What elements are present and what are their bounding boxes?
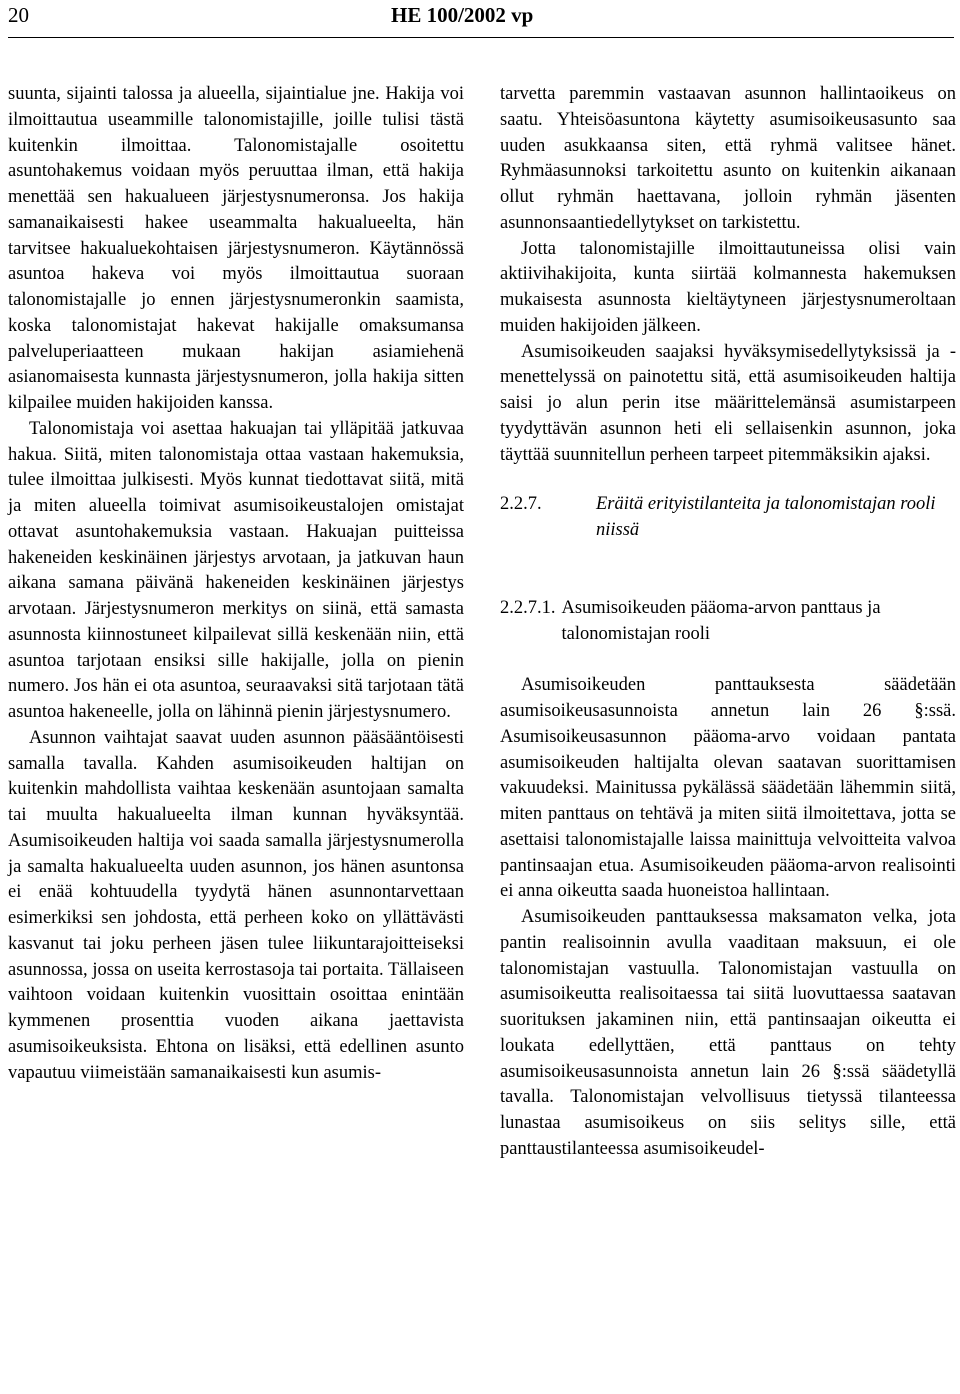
right-paragraph-5: Asumisoikeuden panttauksessa maksamaton velka, jota pantin realisoinnin avulla vaaditaan maksuun, ei ole talonomistajan vastuulla. Talonomistajan vastuulla on asumisoikeutta realisoitaessa tai siitä luovuttaessa saatavan suorituksen jakaminen niin, että pantinsaajan oikeutta ei loukata edellyttäen, että panttaus on tehty asumisoikeusasunnoista annetun lain 26 §:ssä säädetyllä tavalla. Talonomistajan velvollisuus tietyssä tilanteessa lunastaa asumisoikeus on siis selitys sille, että panttaustilanteessa asumisoikeudel-: [500, 907, 956, 1159]
page-header: [0, 0, 960, 40]
right-paragraph-1: tarvetta paremmin vastaavan asunnon hallintaoikeus on saatu. Yhteisöasuntona käytetty asumisoikeusasunto saa uuden asukkaansa siten, että ryhmä valitsee hänet. Ryhmäasunnoksi tarkoitettu asunto on kuitenkin aikanaan ollut ryhmän haettavana, jolloin ryhmän jäsenten asunnonsaantiedellytykset on tarkistettu.: [500, 84, 956, 233]
section-heading-2-2-7: [500, 492, 956, 544]
header-divider: [8, 37, 954, 38]
left-paragraph-2: Talonomistaja voi asettaa hakuajan tai ylläpitää jatkuvaa hakua. Siitä, miten talonomistaja ottaa vastaan hakemuksia, tulee ilmoittaa julkisesti. Myös kunnat tiedottavat siitä, mitä ja miten alueella toimivat asumisoikeustalojen omistajat ottavat asuntohakemuksia vastaan. Hakuajan puitteissa hakeneiden keskinäinen järjestys arvotaan, ja jatkuvan haun aikana samana päivänä hakeneiden keskinäinen järjestys arvotaan. Järjestysnumeron merkitys on siinä, että samasta asunnosta kiinnostuneet kilpailevat sillä keskenään niin, että asuntoa tarjotaan ensiksi sille hakijalle, jolla on pienin numero. Jos hän ei ota asuntoa, seuraavaksi sitä tarjotaan tätä asuntoa hakeneelle, jolla on lähinnä pienin järjestysnumero.: [8, 418, 464, 722]
section-heading-2-2-7-1: [500, 596, 956, 648]
section-title: Eräitä erityistilanteita ja talonomistajan rooli niissä: [596, 494, 936, 540]
right-paragraph-2: Jotta talonomistajille ilmoittautuneissa olisi vain aktiivihakijoita, kunta siirtää kolmannesta hakemuksen mukaisesta asunnosta kieltäytyneen järjestysnumeroltaan muiden hakijoiden jälkeen.: [500, 238, 956, 336]
right-paragraph-4: Asumisoikeuden panttauksesta säädetään asumisoikeusasunnoista annetun lain 26 §:ssä. Asumisoikeusasunnon pääoma-arvo voidaan pantata asumisoikeuden haltijalta olevan saatavan suorittamisen vakuudeksi. Mainitussa pykälässä säädetään lähemmin siitä, miten panttaus on tehtävä ja miten siitä ilmoitettava, jotta se asettaisi talonomistajalle laissa mainittuja velvoitteita valvoa pantinsaajan etua. Asumisoikeuden pääoma-arvon realisointi ei anna oikeutta saada huoneistoa hallintaan.: [500, 675, 956, 902]
document-id: HE 100/2002 vp: [391, 3, 534, 27]
page-number: 20: [8, 3, 29, 27]
left-paragraph-3: Asunnon vaihtajat saavat uuden asunnon pääsääntöisesti samalla tavalla. Kahden asumisoikeuden haltijan on kuitenkin mahdollista vaihtaa keskenään asuntojaan samalta tai muulta hakualueelta ilman kunnan hyväksyntää. Asumisoikeuden haltija voi saada samalla järjestysnumerolla ja samalta hakualueelta uuden asunnon, jos hänen asuntonsa ei enää kohtuudella tyydytä hänen asunnontarvettaan esimerkiksi sen johdosta, että perheen koko on yllättävästi kasvanut tai joku perheen jäsen tulee liikuntarajoitteiseksi asunnossa, jossa on useita kerrostasoja tai portaita. Tällaiseen vaihtoon voidaan kuitenkin vuosittain osoittaa enintään kymmenen prosenttia vuoden aikana jaettavista asumisoikeuksista. Ehtona on lisäksi, että edellinen asunto vapautuu viimeistään samanaikaisesti kun asumis-: [8, 727, 464, 1083]
right-paragraph-3: Asumisoikeuden saajaksi hyväksymisedellytyksissä ja -menettelyssä on painotettu sitä, että asumisoikeuden haltija saisi jo alun perin itse määrittelemänsä asumistarpeen tyydyttävän asunnon heti eli sellaisenkin asunnon, joka täyttää suunnitellun perheen tarpeet pitemmäksikin ajaksi.: [500, 341, 956, 465]
left-column: [8, 82, 464, 1086]
left-paragraph-1: suunta, sijainti talossa ja alueella, sijaintialue jne. Hakija voi ilmoittautua useammille talonomistajille, joille tulisi tästä kuitenkin ilmoittaa. Talonomistajalle osoitettu asuntohakemus voidaan myös peruuttaa ilman, että hakija menettää sen hakualueen järjestysnumeronsa. Jos hakija samanaikaisesti hakee useammalta hakualueelta, hän tarvitsee hakualuekohtaisen järjestysnumeron. Käytännössä asuntoa hakeva voi myös ilmoittautua suoraan talonomistajalle jo ennen järjestysnumeronkin saamista, koska talonomistajat hakevat hakijalle omaksumansa palveluperiaatteen mukaan hakijan asiamiehenä asianomaisesta kunnasta järjestysnumeron, jolla hakija sitten kilpailee muiden hakijoiden kanssa.: [8, 84, 464, 413]
subsection-title: Asumisoikeuden pääoma-arvon panttaus ja talonomistajan rooli: [561, 597, 881, 644]
section-number: 2.2.7.: [500, 494, 542, 515]
subsection-number: 2.2.7.1.: [500, 597, 556, 618]
right-column: [500, 82, 956, 1163]
